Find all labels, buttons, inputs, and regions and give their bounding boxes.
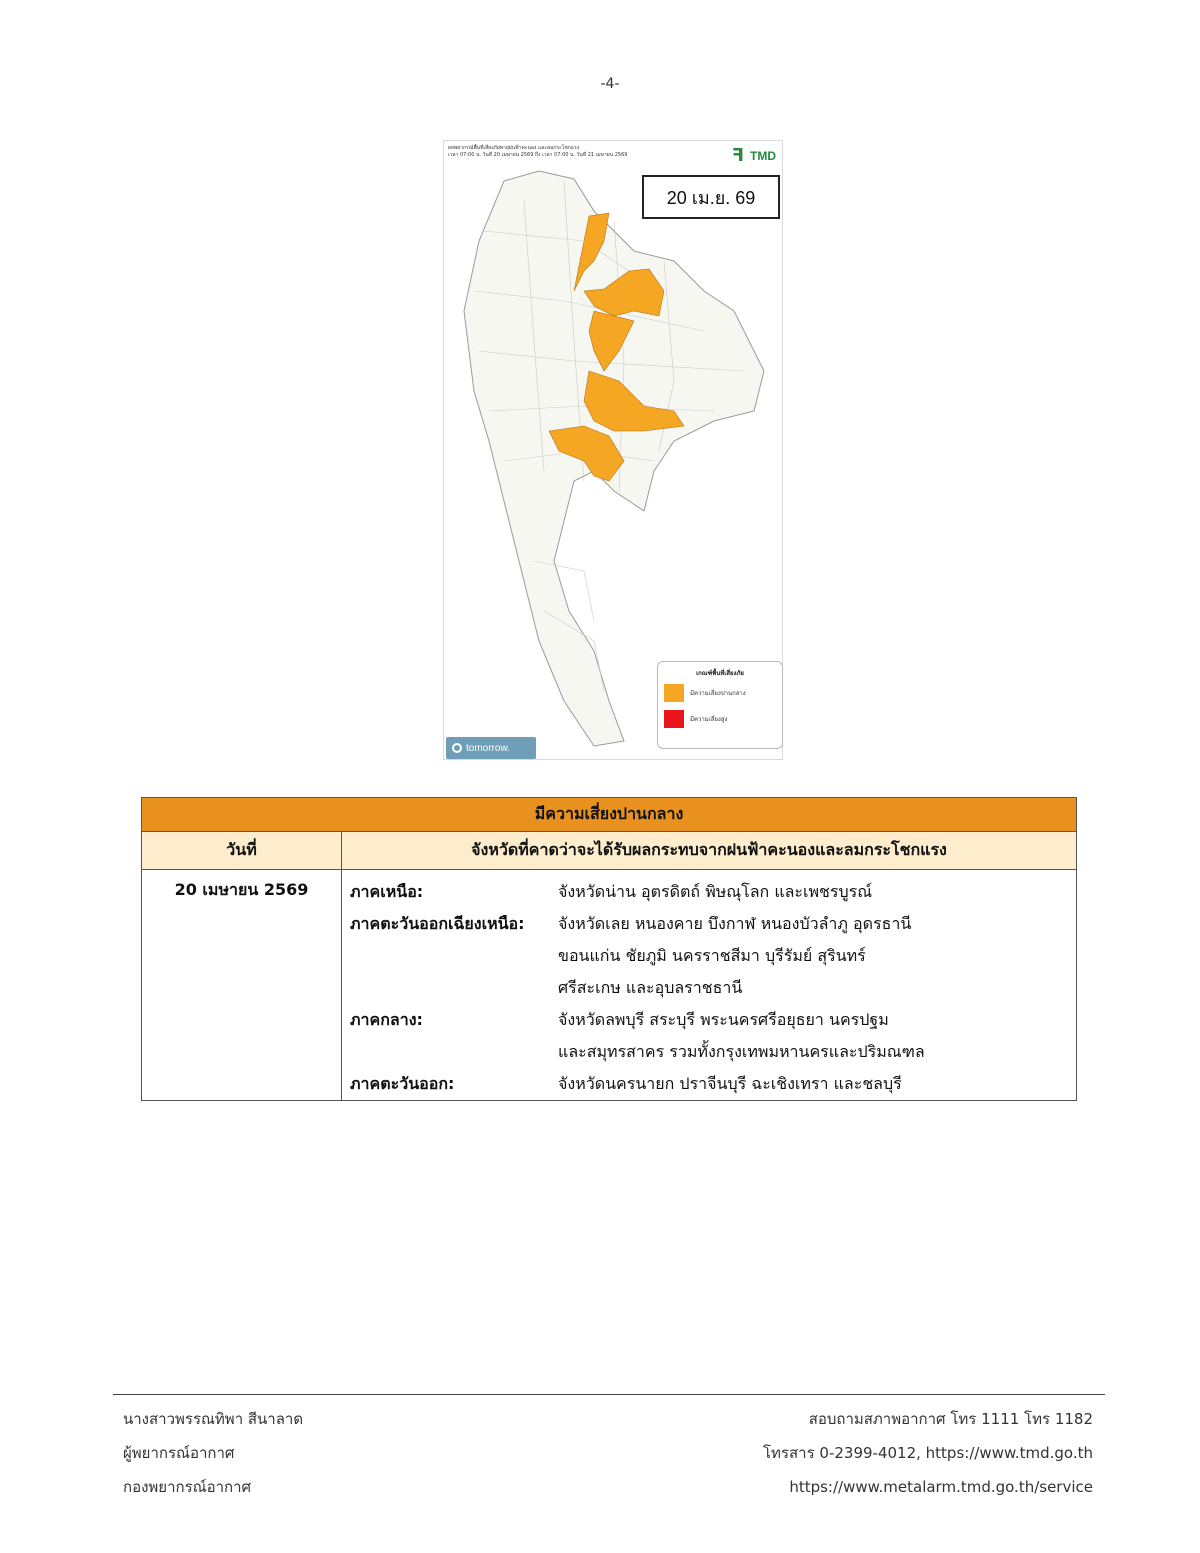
tmd-logo: TMD	[750, 148, 776, 163]
footer-contact	[763, 1402, 1093, 1504]
province-line: จังหวัดเลย หนองคาย บึงกาฬ หนองบัวลำภู อุดรธานี	[558, 914, 912, 933]
contact-service-link[interactable]: https://www.metalarm.tmd.go.th/service	[789, 1478, 1093, 1496]
contact-phone: สอบถามสภาพอากาศ โทร 1111 โทร 1182	[808, 1410, 1093, 1428]
department-logo-icon: ꟻ	[731, 145, 744, 166]
footer-signature	[123, 1402, 303, 1504]
risk-level-heading: มีความเสี่ยงปานกลาง	[142, 798, 1077, 832]
page-number: -4-	[600, 76, 620, 92]
province-line: จังหวัดน่าน อุตรดิตถ์ พิษณุโลก และเพชรบูรณ์	[558, 882, 873, 901]
forecaster-position: ผู้พยากรณ์อากาศ	[123, 1444, 235, 1462]
region-name: ภาคกลาง:	[350, 1010, 423, 1029]
table-row	[142, 870, 1077, 1101]
legend-label: มีความเสี่ยงสูง	[690, 716, 728, 723]
risk-map	[443, 140, 783, 760]
forecast-date: 20 เมษายน 2569	[142, 870, 342, 1101]
region-east	[350, 1068, 1076, 1100]
forecaster-division: กองพยากรณ์อากาศ	[123, 1478, 252, 1496]
risk-table	[141, 797, 1077, 1101]
region-name: ภาคตะวันออก:	[350, 1074, 455, 1093]
province-line: จังหวัดลพบุรี สระบุรี พระนครศรีอยุธยา นครปฐม	[558, 1010, 889, 1029]
tomorrow-logo-icon	[452, 743, 462, 753]
legend-title: เกณฑ์พื้นที่เสี่ยงภัย	[696, 670, 744, 677]
province-list	[342, 870, 1077, 1101]
province-line: จังหวัดนครนายก ปราจีนบุรี ฉะเชิงเทรา และชลบุรี	[558, 1074, 902, 1093]
map-date-label: 20 เม.ย. 69	[642, 175, 780, 219]
province-line: และสมุทรสาคร รวมทั้งกรุงเทพมหานครและปริมณฑล	[558, 1042, 925, 1061]
footer-divider	[113, 1394, 1105, 1395]
province-line: ศรีสะเกษ และอุบลราชธานี	[558, 978, 743, 997]
province-line: ขอนแก่น ชัยภูมิ นครราชสีมา บุรีรัมย์ สุรินทร์	[558, 946, 866, 965]
legend-swatch-red	[664, 710, 684, 728]
column-header-date: วันที่	[142, 832, 342, 870]
legend-label: มีความเสี่ยงปานกลาง	[690, 690, 746, 697]
region-north	[350, 876, 1076, 908]
region-northeast	[350, 908, 1076, 1004]
legend-item-high	[664, 710, 776, 728]
legend-item-moderate	[664, 684, 776, 702]
map-legend	[657, 661, 783, 749]
contact-fax-website[interactable]: โทรสาร 0-2399-4012, https://www.tmd.go.th	[763, 1444, 1093, 1462]
tomorrow-badge	[446, 737, 536, 759]
column-header-provinces: จังหวัดที่คาดว่าจะได้รับผลกระทบจากฝนฟ้าคะนองและลมกระโชกแรง	[342, 832, 1077, 870]
map-title: ผลพยากรณ์พื้นที่เสี่ยงภัยพายุฝนฟ้าคะนอง และลมกระโชกแรง เวลา 07:00 น. วันที่ 20 เมษายน 2569 ถึง เวลา 07:00 น. วันที่ 21 เมษายน 2569	[448, 145, 628, 158]
map-logos	[732, 145, 776, 166]
legend-swatch-orange	[664, 684, 684, 702]
tomorrow-label: tomorrow.	[466, 742, 510, 754]
region-name: ภาคตะวันออกเฉียงเหนือ:	[350, 914, 525, 933]
forecaster-name: นางสาวพรรณทิพา สีนาลาด	[123, 1410, 304, 1428]
region-name: ภาคเหนือ:	[350, 882, 424, 901]
region-central	[350, 1004, 1076, 1068]
